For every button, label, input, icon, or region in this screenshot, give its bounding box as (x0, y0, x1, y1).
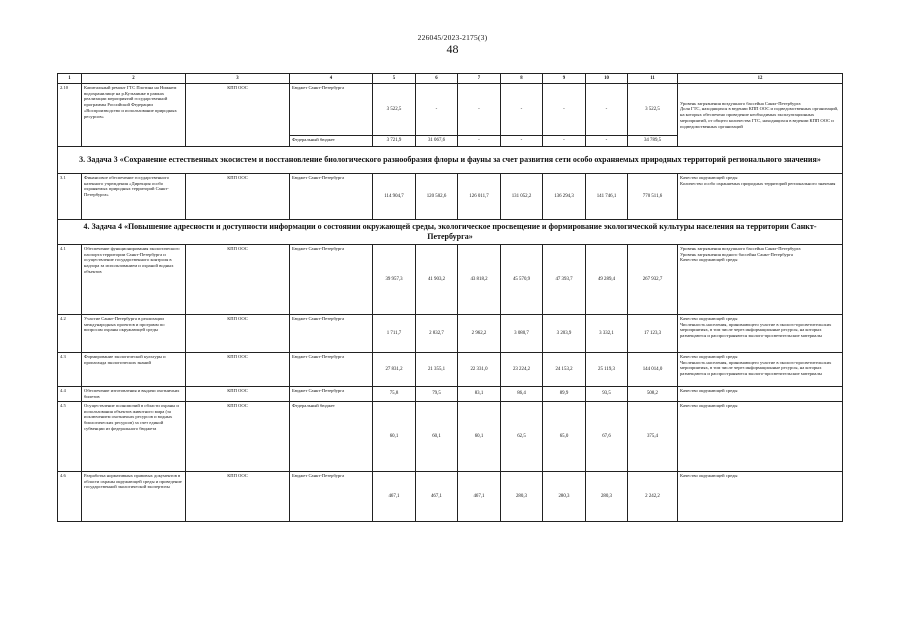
column-number: 5 (373, 74, 416, 84)
value-cell: 467,1 (416, 472, 458, 522)
value-cell: 126 011,7 (458, 174, 501, 220)
value-cell: 2 962,2 (458, 315, 501, 353)
value-cell: 31 067,6 (416, 136, 458, 147)
value-cell: 27 831,2 (373, 353, 416, 387)
funding-source: Бюджет Санкт-Петербурга (290, 472, 373, 522)
value-cell: 43 818,2 (458, 245, 501, 315)
column-number: 7 (458, 74, 501, 84)
section-row (58, 147, 843, 174)
value-cell: 467,1 (458, 472, 501, 522)
value-cell: - (543, 84, 586, 136)
total-cell: 508,2 (628, 387, 678, 402)
value-cell: 89,9 (543, 387, 586, 402)
value-cell: 280,3 (586, 472, 628, 522)
column-number: 2 (82, 74, 186, 84)
value-cell: 49 289,4 (586, 245, 628, 315)
row-number: 4.4 (58, 387, 82, 402)
activity-name: Финансовое обеспечение государственного казенного учреждения «Дирекция особо охраняемых природных территорий Санкт-Петербурга» (82, 174, 186, 220)
column-number: 3 (186, 74, 290, 84)
activity-name: Разработка нормативных правовых документов в области охраны окружающей среды и проведение государственной экологической экспертизы (82, 472, 186, 522)
value-cell: 83,1 (458, 387, 501, 402)
value-cell: - (416, 84, 458, 136)
value-cell: 114 904,7 (373, 174, 416, 220)
value-cell: 47 393,7 (543, 245, 586, 315)
row-number: 2.10 (58, 84, 82, 147)
value-cell: 60,1 (416, 402, 458, 472)
funding-source: Бюджет Санкт-Петербурга (290, 387, 373, 402)
table-row (58, 353, 843, 387)
indicators: Качество окружающей среды Количество особо охраняемых природных территорий регионального значения (678, 174, 843, 220)
row-number: 3.1 (58, 174, 82, 220)
row-number: 4.1 (58, 245, 82, 315)
value-cell: 93,5 (586, 387, 628, 402)
column-number: 9 (543, 74, 586, 84)
value-cell: 23 224,2 (501, 353, 543, 387)
total-cell: 770 511,6 (628, 174, 678, 220)
activity-name: Капитальный ремонт ГТС Плотина на Нижнем водохранилище на р.Кузьминке в рамках реализации мероприятий государственной программы Российской Федерации «Воспроизводство и использование природных ресурсов» (82, 84, 186, 147)
value-cell: 3 203,9 (543, 315, 586, 353)
executor: КПП ООС (186, 387, 290, 402)
funding-source: Бюджет Санкт-Петербурга (290, 84, 373, 136)
executor: КПП ООС (186, 472, 290, 522)
value-cell: 75,8 (373, 387, 416, 402)
executor: КПП ООС (186, 245, 290, 315)
row-number: 4.3 (58, 353, 82, 387)
activity-name: Обеспечение изготовления и выдачи охотничьих билетов (82, 387, 186, 402)
value-cell: 62,5 (501, 402, 543, 472)
row-number: 4.2 (58, 315, 82, 353)
table-row (58, 174, 843, 220)
executor: КПП ООС (186, 353, 290, 387)
program-table (57, 73, 843, 522)
total-cell: 144 014,0 (628, 353, 678, 387)
total-cell: 375,4 (628, 402, 678, 472)
total-cell: 3 522,5 (628, 84, 678, 136)
indicators: Качество окружающей среды (678, 472, 843, 522)
table-row (58, 84, 843, 136)
value-cell: 86,4 (501, 387, 543, 402)
activity-name: Обеспечение функционирования экологического паспорта территории Санкт-Петербурга и осуществление государственного контроля в надзора за использованием и охраной водных объектов (82, 245, 186, 315)
funding-source: Бюджет Санкт-Петербурга (290, 174, 373, 220)
indicators: Качество окружающей среды Численность населения, принимающего участие в эколого-просветительских мероприятиях, в том числе через информационные ресурсы, на которых размещаются и распространяются эколого-просветительские материалы (678, 315, 843, 353)
value-cell: 467,1 (373, 472, 416, 522)
total-cell: 17 123,3 (628, 315, 678, 353)
value-cell: 131 052,2 (501, 174, 543, 220)
column-number: 10 (586, 74, 628, 84)
value-cell: 39 957,3 (373, 245, 416, 315)
value-cell: - (458, 136, 501, 147)
value-cell: 120 502,6 (416, 174, 458, 220)
value-cell: 65,0 (543, 402, 586, 472)
table-row (58, 472, 843, 522)
table-row (58, 315, 843, 353)
value-cell: 41 903,2 (416, 245, 458, 315)
value-cell: - (501, 84, 543, 136)
value-cell: 45 570,9 (501, 245, 543, 315)
indicators: Уровень загрязнения воздушного бассейна Санкт-Петербурга Уровень загрязнения водного бассейна Санкт-Петербурга Качество окружающей среды (678, 245, 843, 315)
column-number: 8 (501, 74, 543, 84)
row-number: 4.5 (58, 402, 82, 472)
value-cell: - (501, 136, 543, 147)
value-cell: - (586, 136, 628, 147)
executor: КПП ООС (186, 84, 290, 147)
value-cell: 141 746,1 (586, 174, 628, 220)
page-number: 48 (446, 42, 459, 56)
activity-name: Участие Санкт-Петербурга в реализации международных проектов и программ по вопросам охраны окружающей среды (82, 315, 186, 353)
funding-source: Бюджет Санкт-Петербурга (290, 353, 373, 387)
indicators: Качество окружающей среды (678, 402, 843, 472)
value-cell: 79,5 (416, 387, 458, 402)
value-cell: 2 832,7 (416, 315, 458, 353)
total-cell: 2 242,2 (628, 472, 678, 522)
value-cell: 1 711,7 (373, 315, 416, 353)
value-cell: 25 119,3 (586, 353, 628, 387)
executor: КПП ООС (186, 315, 290, 353)
value-cell: 136 294,3 (543, 174, 586, 220)
indicators: Качество окружающей среды (678, 387, 843, 402)
value-cell: 60,1 (373, 402, 416, 472)
value-cell: - (543, 136, 586, 147)
value-cell: 60,1 (458, 402, 501, 472)
column-number: 4 (290, 74, 373, 84)
section-3-heading: 3. Задача 3 «Сохранение естественных экосистем и восстановление биологического разнообразия флоры и фауны за счет развития сети особо охраняемых природных территорий регионального значения» (58, 147, 843, 174)
value-cell: 22 331,0 (458, 353, 501, 387)
column-number: 1 (58, 74, 82, 84)
funding-source: Бюджет Санкт-Петербурга (290, 315, 373, 353)
row-number: 4.6 (58, 472, 82, 522)
section-4-heading: 4. Задача 4 «Повышение адресности и доступности информации о состоянии окружающей среды, экологическое просвещение и формирование экологической культуры населения на территории Санкт-Петербурга» (58, 220, 843, 245)
total-cell: 267 932,7 (628, 245, 678, 315)
table-row (58, 387, 843, 402)
column-number: 11 (628, 74, 678, 84)
column-number: 6 (416, 74, 458, 84)
value-cell: - (586, 84, 628, 136)
funding-source: Федеральный бюджет (290, 136, 373, 147)
value-cell: 21 355,1 (416, 353, 458, 387)
value-cell: 67,6 (586, 402, 628, 472)
value-cell: 3 332,1 (586, 315, 628, 353)
value-cell: 280,3 (543, 472, 586, 522)
value-cell: 3 721,9 (373, 136, 416, 147)
column-number: 12 (678, 74, 843, 84)
executor: КПП ООС (186, 174, 290, 220)
value-cell: 3 080,7 (501, 315, 543, 353)
document-number: 226045/2023-2175(3) (417, 33, 488, 42)
indicators: Уровень загрязнения воздушного бассейна Санкт-Петербурга Доля ГТС, находящихся в ведении КПП ООС и подведомственных организаций, на которых обеспечено проведение необходимых эксплуатационных мероприятий, от общего количества ГТС, находящихся в ведении КПП ООС и подведомственных организаций (678, 84, 843, 147)
value-cell: - (458, 84, 501, 136)
funding-source: Бюджет Санкт-Петербурга (290, 245, 373, 315)
funding-source: Федеральный бюджет (290, 402, 373, 472)
value-cell: 24 153,2 (543, 353, 586, 387)
total-cell: 34 789,5 (628, 136, 678, 147)
section-row (58, 220, 843, 245)
table-row (58, 402, 843, 472)
activity-name: Осуществление полномочий в области охраны и использования объектов животного мира (за исключением охотничьих ресурсов и водных биологических ресурсов) за счет единой субвенции из федерального бюджета (82, 402, 186, 472)
value-cell: 280,3 (501, 472, 543, 522)
table-row (58, 245, 843, 315)
value-cell: 3 522,5 (373, 84, 416, 136)
column-numbers-row (58, 74, 843, 84)
executor: КПП ООС (186, 402, 290, 472)
indicators: Качество окружающей среды Численность населения, принимающего участие в эколого-просветительских мероприятиях, в том числе через информационные ресурсы, на которых размещаются и распространяются эколого-просветительские материалы (678, 353, 843, 387)
activity-name: Формирование экологической культуры и пропаганда экологических знаний (82, 353, 186, 387)
